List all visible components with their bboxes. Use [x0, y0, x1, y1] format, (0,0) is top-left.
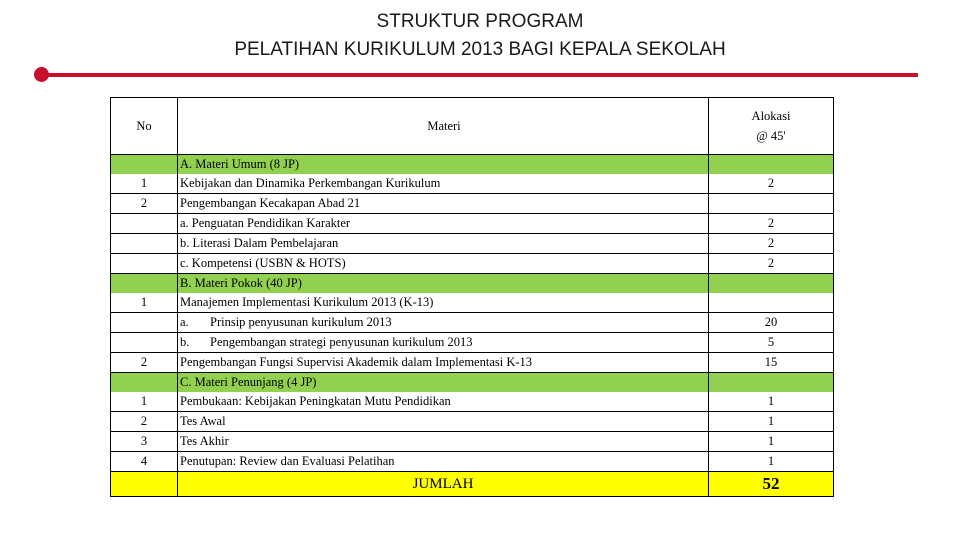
table-row	[111, 353, 834, 373]
row-materi: Tes Akhir	[178, 432, 709, 452]
row-materi: c. Kompetensi (USBN & HOTS)	[178, 254, 709, 274]
row-no	[111, 234, 178, 254]
row-materi: Pengembangan Fungsi Supervisi Akademik dalam Implementasi K-13	[178, 353, 709, 373]
total-label: JUMLAH	[178, 472, 709, 497]
table-row	[111, 254, 834, 274]
table-header-row	[111, 98, 834, 155]
row-materi	[178, 313, 709, 333]
row-materi: Penutupan: Review dan Evaluasi Pelatihan	[178, 452, 709, 472]
title-line-1: STRUKTUR PROGRAM	[376, 11, 584, 32]
row-alokasi: 5	[709, 333, 834, 353]
row-no: 1	[111, 293, 178, 313]
row-alokasi: 1	[709, 392, 834, 412]
row-no: 2	[111, 194, 178, 214]
row-alokasi: 2	[709, 174, 834, 194]
row-no: 3	[111, 432, 178, 452]
row-no: 1	[111, 392, 178, 412]
section-row-a	[111, 155, 834, 175]
table-row	[111, 234, 834, 254]
title-line-2: PELATIHAN KURIKULUM 2013 BAGI KEPALA SEKOLAH	[234, 39, 726, 60]
row-materi: Tes Awal	[178, 412, 709, 432]
table-row	[111, 333, 834, 353]
row-alokasi: 1	[709, 452, 834, 472]
row-no	[111, 254, 178, 274]
table-row	[111, 313, 834, 333]
section-row-b	[111, 274, 834, 294]
title-divider	[40, 73, 918, 77]
row-alokasi: 2	[709, 254, 834, 274]
row-alokasi: 15	[709, 353, 834, 373]
row-no: 1	[111, 174, 178, 194]
row-alokasi: 2	[709, 234, 834, 254]
table-row	[111, 392, 834, 412]
row-letter: b.	[180, 335, 190, 349]
section-c-label: C. Materi Penunjang (4 JP)	[178, 373, 709, 393]
row-materi: b. Literasi Dalam Pembelajaran	[178, 234, 709, 254]
row-no: 2	[111, 353, 178, 373]
total-row	[111, 472, 834, 497]
row-materi	[178, 333, 709, 353]
header-alokasi	[709, 98, 834, 155]
row-materi-text: Prinsip penyusunan kurikulum 2013	[210, 315, 392, 329]
total-value: 52	[709, 472, 834, 497]
row-materi: Pengembangan Kecakapan Abad 21	[178, 194, 709, 214]
section-a-label: A. Materi Umum (8 JP)	[178, 155, 709, 175]
row-materi: Pembukaan: Kebijakan Peningkatan Mutu Pendidikan	[178, 392, 709, 412]
header-materi: Materi	[178, 98, 709, 155]
row-materi: Kebijakan dan Dinamika Perkembangan Kurikulum	[178, 174, 709, 194]
row-no	[111, 313, 178, 333]
row-materi: Manajemen Implementasi Kurikulum 2013 (K-13)	[178, 293, 709, 313]
header-alokasi-line-1: Alokasi	[751, 109, 791, 123]
row-alokasi	[709, 194, 834, 214]
row-alokasi: 2	[709, 214, 834, 234]
divider-dot-icon	[34, 67, 49, 82]
section-row-c	[111, 373, 834, 393]
row-no	[111, 333, 178, 353]
row-no: 2	[111, 412, 178, 432]
table-row	[111, 432, 834, 452]
page-title	[0, 8, 960, 64]
header-no: No	[111, 98, 178, 155]
section-b-label: B. Materi Pokok (40 JP)	[178, 274, 709, 294]
row-no: 4	[111, 452, 178, 472]
table-row	[111, 194, 834, 214]
row-alokasi: 20	[709, 313, 834, 333]
row-alokasi	[709, 293, 834, 313]
row-alokasi: 1	[709, 432, 834, 452]
table-row	[111, 214, 834, 234]
row-alokasi: 1	[709, 412, 834, 432]
program-structure-table	[110, 97, 834, 497]
row-letter: a.	[180, 315, 189, 329]
table-row	[111, 452, 834, 472]
table-row	[111, 412, 834, 432]
header-alokasi-line-2: @ 45'	[756, 129, 786, 143]
row-no	[111, 214, 178, 234]
table-row	[111, 174, 834, 194]
row-materi-text: Pengembangan strategi penyusunan kurikulum 2013	[210, 335, 473, 349]
table-row	[111, 293, 834, 313]
row-materi: a. Penguatan Pendidikan Karakter	[178, 214, 709, 234]
